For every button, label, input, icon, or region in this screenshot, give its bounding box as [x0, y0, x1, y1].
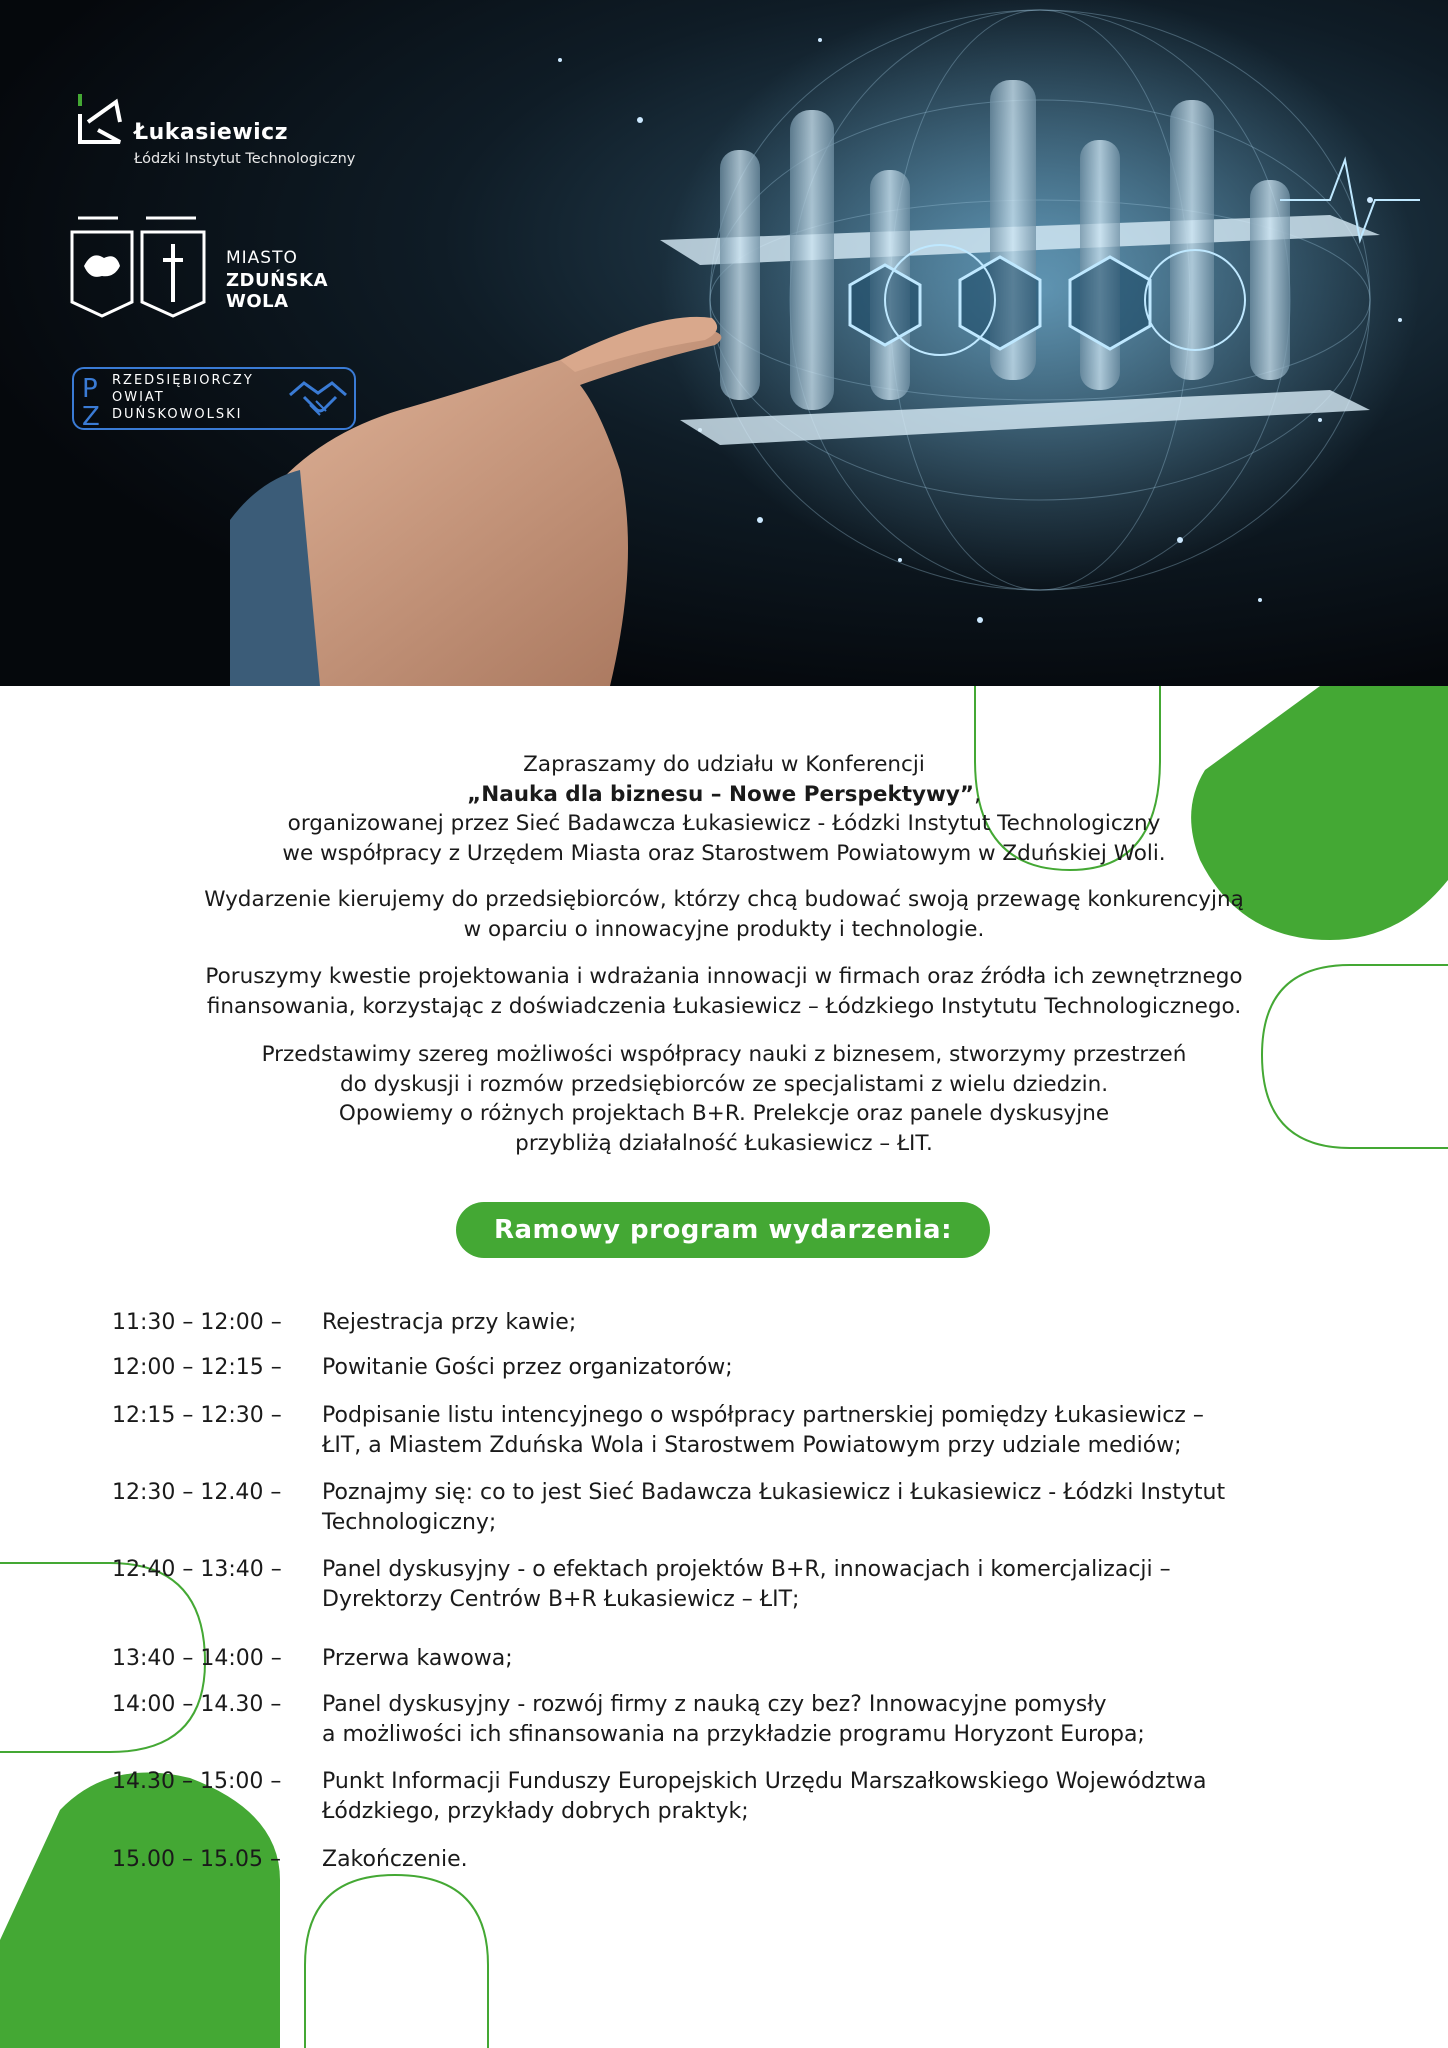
- agenda-desc-cont: Technologiczny;: [322, 1510, 497, 1535]
- agenda-time: 15.00 – 15.05 –: [112, 1847, 281, 1872]
- conference-title: „Nauka dla biznesu – Nowe Perspektywy”: [467, 781, 975, 807]
- agenda-time: 12:30 – 12.40 –: [112, 1480, 282, 1505]
- intro-p2-line-2: w oparciu o innowacyjne produkty i technologie.: [463, 916, 985, 942]
- agenda-desc-cont: a możliwości ich sfinansowania na przykładzie programu Horyzont Europa;: [322, 1722, 1145, 1747]
- agenda-desc: Panel dyskusyjny - rozwój firmy z nauką czy bez? Innowacyjne pomysły: [322, 1692, 1107, 1717]
- agenda-desc-cont: Łódzkiego, przykłady dobrych praktyk;: [322, 1799, 749, 1824]
- agenda-desc: Poznajmy się: co to jest Sieć Badawcza Łukasiewicz i Łukasiewicz - Łódzki Instytut: [322, 1480, 1226, 1505]
- city-label: MIASTO: [226, 248, 298, 268]
- program-title-badge: Ramowy program wydarzenia:: [456, 1202, 990, 1258]
- intro-p4-line-1: Przedstawimy szereg możliwości współpracy nauki z biznesem, stworzymy przestrzeń: [261, 1042, 1187, 1067]
- agenda-time: 14:00 – 14.30 –: [112, 1692, 282, 1717]
- intro-p3-line-2: finansowania, korzystając z doświadczenia Łukasiewicz – Łódzkiego Instytutu Technologicznego.: [206, 993, 1242, 1019]
- intro-paragraph-1: [120, 750, 1328, 868]
- intro-invite: Zapraszamy do udziału w Konferencji: [523, 752, 925, 777]
- lukasiewicz-name: Łukasiewicz: [134, 120, 289, 145]
- agenda-time: 11:30 – 12:00 –: [112, 1310, 282, 1335]
- agenda-desc: Podpisanie listu intencyjnego o współpracy partnerskiej pomiędzy Łukasiewicz –: [322, 1403, 1204, 1428]
- city-name: ZDUŃSKA WOLA: [226, 270, 329, 312]
- intro-p2-line-1: Wydarzenie kierujemy do przedsiębiorców, którzy chcą budować swoją przewagę konkurencyjną: [204, 887, 1244, 912]
- agenda-desc: Punkt Informacji Funduszy Europejskich Urzędu Marszałkowskiego Województwa: [322, 1769, 1207, 1794]
- agenda-desc: Powitanie Gości przez organizatorów;: [322, 1355, 733, 1380]
- lukasiewicz-subtitle: Łódzki Instytut Technologiczny: [134, 151, 356, 167]
- agenda-time: 12:15 – 12:30 –: [112, 1403, 282, 1428]
- intro-p3-line-1: Poruszymy kwestie projektowania i wdrażania innowacji w firmach oraz źródła ich zewnętrznego: [205, 964, 1243, 989]
- agenda-time: 13:40 – 14:00 –: [112, 1646, 282, 1671]
- intro-p4-line-2: do dyskusji i rozmów przedsiębiorców ze specjalistami z wielu dziedzin.: [339, 1071, 1109, 1097]
- agenda-desc-cont: ŁIT, a Miastem Zduńska Wola i Starostwem Powiatowym przy udziale mediów;: [322, 1433, 1182, 1458]
- agenda-time: 12:00 – 12:15 –: [112, 1355, 282, 1380]
- intro-paragraph-3: [120, 962, 1328, 1021]
- agenda-desc-cont: Dyrektorzy Centrów B+R Łukasiewicz – ŁIT;: [322, 1587, 800, 1612]
- intro-organizer: organizowanej przez Sieć Badawcza Łukasiewicz - Łódzki Instytut Technologiczny: [287, 811, 1161, 836]
- intro-paragraph-2: [120, 885, 1328, 944]
- agenda-time: 12:40 – 13:40 –: [112, 1557, 282, 1582]
- powiat-line-3: DUŃSKOWOLSKI: [112, 407, 243, 422]
- intro-p4-line-4: przybliżą działalność Łukasiewicz – ŁIT.: [515, 1130, 933, 1156]
- svg-text:Z: Z: [82, 402, 100, 427]
- powiat-line-2: OWIAT: [112, 390, 165, 405]
- agenda-time: 14.30 – 15:00 –: [112, 1769, 282, 1794]
- svg-text:P: P: [82, 374, 98, 404]
- agenda-desc: Panel dyskusyjny - o efektach projektów B+R, innowacjach i komercjalizacji –: [322, 1557, 1171, 1582]
- agenda-desc: Przerwa kawowa;: [322, 1646, 513, 1671]
- powiat-line-1: RZEDSIĘBIORCZY: [112, 373, 254, 388]
- agenda-desc: Zakończenie.: [322, 1847, 468, 1872]
- intro-paragraph-4: [120, 1040, 1328, 1158]
- intro-p4-line-3: Opowiemy o różnych projektach B+R. Prelekcje oraz panele dyskusyjne: [338, 1101, 1110, 1126]
- agenda-desc: Rejestracja przy kawie;: [322, 1310, 577, 1335]
- conference-title-comma: ,: [974, 781, 981, 807]
- intro-cooperation: we współpracy z Urzędem Miasta oraz Starostwem Powiatowym w Zduńskiej Woli.: [282, 840, 1166, 866]
